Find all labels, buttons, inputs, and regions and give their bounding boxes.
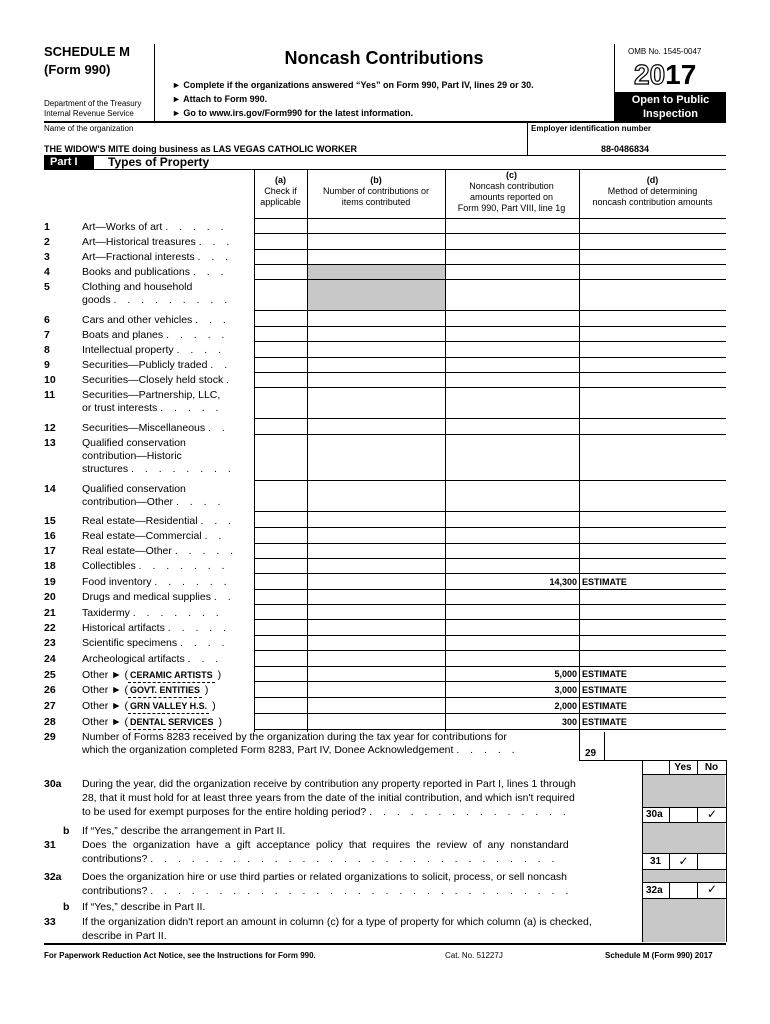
line-number: 14 [44,483,56,495]
amount-cell[interactable] [446,606,579,618]
count-cell[interactable] [308,405,445,417]
line-number: 19 [44,576,56,588]
method-value: ESTIMATE [582,701,627,711]
check-cell[interactable] [255,374,307,386]
check-cell[interactable] [255,266,307,278]
amount-cell[interactable] [446,622,579,634]
amount-cell[interactable] [446,251,579,263]
dept-line-2: Internal Revenue Service [44,109,134,118]
method-value: ESTIMATE [582,669,627,679]
line-number: 17 [44,545,56,557]
method-cell[interactable] [580,297,726,309]
check-cell[interactable] [255,591,307,603]
q32a-yes-checkbox[interactable] [670,883,697,898]
footer-paperwork-notice: For Paperwork Reduction Act Notice, see the Instructions for Form 990. [44,951,316,960]
count-cell[interactable] [308,313,445,325]
ein-label: Employer identification number [531,124,652,133]
col-c-header: (c) Noncash contribution amounts reported on Form 990, Part VIII, line 1g [457,170,566,213]
amount-cell[interactable] [446,266,579,278]
check-cell[interactable] [255,498,307,510]
footer-cat-number: Cat. No. 51227J [445,951,503,960]
line-label: Drugs and medical supplies . . [82,591,235,603]
check-cell[interactable] [255,328,307,340]
check-cell[interactable] [255,297,307,309]
check-cell[interactable] [255,313,307,325]
yes-header: Yes [674,762,692,773]
method-cell[interactable] [580,622,726,634]
check-cell[interactable] [255,251,307,263]
line-label: Collectibles . . . . . . . [82,560,229,572]
count-cell[interactable] [308,606,445,618]
q32a-no-checkbox[interactable]: ✓ [706,882,718,896]
check-cell[interactable] [255,530,307,542]
check-cell[interactable] [255,545,307,557]
line-number: 5 [44,281,50,293]
check-cell[interactable] [255,560,307,572]
method-cell[interactable] [580,467,726,479]
line-label: Archeological artifacts . . . [82,653,223,665]
dept-line-1: Department of the Treasury [44,99,142,108]
schedule-label: SCHEDULE M [44,44,130,59]
line-label: Securities—Closely held stock . [82,374,234,386]
amount-cell[interactable] [446,220,579,232]
count-cell[interactable] [308,328,445,340]
line-number: 10 [44,374,56,386]
method-cell[interactable] [580,606,726,618]
instruction-3: ► Go to www.irs.gov/Form990 for the latest information. [172,108,414,118]
check-cell[interactable] [255,606,307,618]
method-cell[interactable] [580,545,726,557]
other-description[interactable]: GRN VALLEY H.S. [128,700,209,714]
line-number: 8 [44,344,50,356]
line-number: 4 [44,266,50,278]
method-cell[interactable] [580,344,726,356]
count-cell[interactable] [308,266,445,278]
method-cell[interactable] [580,251,726,263]
amount-cell[interactable] [446,560,579,572]
method-cell[interactable] [580,313,726,325]
line-label: Securities—Miscellaneous . . [82,422,229,434]
line-label: Other ► ( CERAMIC ARTISTS ) [82,669,222,681]
amount-cell[interactable] [446,653,579,665]
amount-cell[interactable] [446,313,579,325]
line-label: Scientific specimens . . . . [82,637,229,649]
count-cell[interactable] [308,560,445,572]
q31-yes-checkbox[interactable]: ✓ [678,854,689,868]
open-to-public-badge: Open to Public Inspection [615,92,726,122]
line-label: Real estate—Residential . . . [82,515,236,527]
line-number: 15 [44,515,56,527]
form-title: Noncash Contributions [284,48,484,68]
method-cell[interactable] [580,591,726,603]
check-cell[interactable] [255,359,307,371]
count-cell[interactable] [308,344,445,356]
count-cell[interactable] [308,498,445,510]
method-cell[interactable] [580,637,726,649]
line-number: 26 [44,684,56,696]
count-cell[interactable] [308,236,445,248]
line-number: 28 [44,716,56,728]
line-label: Qualified conservation contribution—Other . . . . [82,483,225,508]
check-cell[interactable] [255,236,307,248]
line-number: 27 [44,700,56,712]
method-cell[interactable] [580,374,726,386]
count-cell[interactable] [308,297,445,309]
check-cell[interactable] [255,405,307,417]
method-cell[interactable] [580,328,726,340]
check-cell[interactable] [255,622,307,634]
count-cell[interactable] [308,530,445,542]
check-cell[interactable] [255,344,307,356]
line-label: Other ► ( DENTAL SERVICES ) [82,716,222,728]
q30a-no-checkbox[interactable]: ✓ [706,807,718,821]
line-label: Other ► ( GOVT. ENTITIES ) [82,684,209,696]
line-number: 12 [44,422,56,434]
amount-cell[interactable] [446,236,579,248]
line-number: 6 [44,314,50,326]
method-cell[interactable] [580,236,726,248]
line-number: 23 [44,637,56,649]
check-cell[interactable] [255,637,307,649]
amount-cell[interactable] [446,421,579,433]
method-cell[interactable] [580,530,726,542]
method-cell[interactable] [580,421,726,433]
method-cell[interactable] [580,514,726,526]
line-label: Qualified conservation contribution—Historic structures . . . . . . . . [82,437,235,475]
method-value: ESTIMATE [582,685,627,695]
line-label: Real estate—Commercial . . [82,530,226,542]
check-cell[interactable] [255,514,307,526]
count-cell[interactable] [308,684,445,696]
method-cell[interactable] [580,220,726,232]
line-number: 13 [44,437,56,449]
line-29-text-2: which the organization completed Form 8283, Part IV, Donee Acknowledgement . . . . . [82,744,519,756]
method-cell[interactable] [580,359,726,371]
amount-cell[interactable] [446,545,579,557]
instruction-2: ► Attach to Form 990. [172,94,268,104]
q30a-box-label: 30a [646,809,663,820]
other-description[interactable]: DENTAL SERVICES [128,716,216,730]
line-number: 7 [44,329,50,341]
amount-value: 3,000 [554,685,577,695]
col-d-header: (d) Method of determining noncash contribution amounts [592,175,713,207]
check-cell[interactable] [255,653,307,665]
amount-cell[interactable] [446,344,579,356]
count-cell[interactable] [308,220,445,232]
check-cell[interactable] [255,576,307,588]
line-number: 9 [44,359,50,371]
check-cell[interactable] [255,467,307,479]
amount-cell[interactable] [446,374,579,386]
amount-cell[interactable] [446,514,579,526]
line-29-box-label: 29 [585,748,597,759]
line-number: 20 [44,591,56,603]
line-number: 3 [44,251,50,263]
count-cell[interactable] [308,653,445,665]
amount-cell[interactable] [446,297,579,309]
count-cell[interactable] [308,421,445,433]
amount-value: 14,300 [549,577,577,587]
line-label: Real estate—Other . . . . . [82,545,238,557]
amount-cell[interactable] [446,637,579,649]
amount-value: 300 [561,717,577,727]
part-1-tag: Part I [44,156,94,169]
line-number: 11 [44,389,56,401]
q32a-box-label: 32a [646,885,663,896]
method-cell[interactable] [580,266,726,278]
check-cell[interactable] [255,220,307,232]
check-cell[interactable] [255,668,307,680]
method-cell[interactable] [580,405,726,417]
count-cell[interactable] [308,359,445,371]
line-label: Art—Fractional interests . . . [82,251,233,263]
org-name-label: Name of the organization [44,124,134,133]
line-number: 16 [44,530,56,542]
amount-cell[interactable] [446,328,579,340]
line-label: Other ► ( GRN VALLEY H.S. ) [82,700,216,712]
line-29-text-1: Number of Forms 8283 received by the organization during the tax year for contributions for [82,731,507,743]
count-cell[interactable] [308,700,445,712]
line-label: Books and publications . . . [82,266,228,278]
count-cell[interactable] [308,668,445,680]
count-cell[interactable] [308,374,445,386]
check-cell[interactable] [255,700,307,712]
q31-box-label: 31 [650,856,662,867]
check-cell[interactable] [255,421,307,433]
col-a-header: (a) Check if applicable [260,175,301,207]
line-label: Food inventory . . . . . . [82,576,231,588]
check-cell[interactable] [255,716,307,728]
line-label: Boats and planes . . . . . [82,329,229,341]
ein-value: 88-0486834 [601,144,650,154]
method-cell[interactable] [580,653,726,665]
amount-cell[interactable] [446,359,579,371]
amount-cell[interactable] [446,591,579,603]
line-number: 22 [44,622,56,634]
amount-cell[interactable] [446,405,579,417]
line-label: Taxidermy . . . . . . . [82,607,223,619]
line-label: Art—Historical treasures . . . [82,236,234,248]
amount-value: 5,000 [554,669,577,679]
amount-cell[interactable] [446,498,579,510]
count-cell[interactable] [308,622,445,634]
count-cell[interactable] [308,637,445,649]
q30a-yes-checkbox[interactable] [670,808,697,822]
q31-no-checkbox[interactable] [698,854,726,869]
line-29-input[interactable] [605,733,725,759]
omb-number: OMB No. 1545-0047 [628,47,702,56]
amount-value: 2,000 [554,701,577,711]
line-label: Securities—Partnership, LLC, or trust interests . . . . . [82,389,223,414]
check-cell[interactable] [255,684,307,696]
org-name-value: THE WIDOW'S MITE doing business as LAS VEGAS CATHOLIC WORKER [44,144,357,154]
line-number: 1 [44,221,50,233]
line-number: 21 [44,607,56,619]
form-label: (Form 990) [44,62,111,77]
method-cell[interactable] [580,498,726,510]
footer-form-id: Schedule M (Form 990) 2017 [605,951,713,960]
line-label: Clothing and household goods . . . . . . . . . [82,281,232,306]
line-label: Historical artifacts . . . . . [82,622,231,634]
method-value: ESTIMATE [582,577,627,587]
line-label: Cars and other vehicles . . . [82,314,230,326]
line-number: 24 [44,653,56,665]
other-description[interactable]: CERAMIC ARTISTS [128,669,215,683]
other-description[interactable]: GOVT. ENTITIES [128,684,202,698]
part-1-title: Types of Property [108,155,210,169]
instruction-1: ► Complete if the organizations answered “Yes” on Form 990, Part IV, lines 29 or 30. [172,80,534,90]
line-label: Securities—Publicly traded . . [82,359,232,371]
no-header: No [704,762,719,773]
amount-cell[interactable] [446,467,579,479]
count-cell[interactable] [308,591,445,603]
count-cell[interactable] [308,514,445,526]
count-cell[interactable] [308,251,445,263]
line-label: Intellectual property . . . . [82,344,225,356]
tax-year: 2017 [634,59,697,90]
line-number: 2 [44,236,50,248]
method-cell[interactable] [580,560,726,572]
col-b-header: (b) Number of contributions or items contributed [322,175,430,207]
method-value: ESTIMATE [582,717,627,727]
count-cell[interactable] [308,545,445,557]
count-cell[interactable] [308,576,445,588]
count-cell[interactable] [308,716,445,728]
count-cell[interactable] [308,467,445,479]
line-label: Art—Works of art . . . . . [82,221,228,233]
line-number: 25 [44,669,56,681]
line-number: 18 [44,560,56,572]
amount-cell[interactable] [446,530,579,542]
